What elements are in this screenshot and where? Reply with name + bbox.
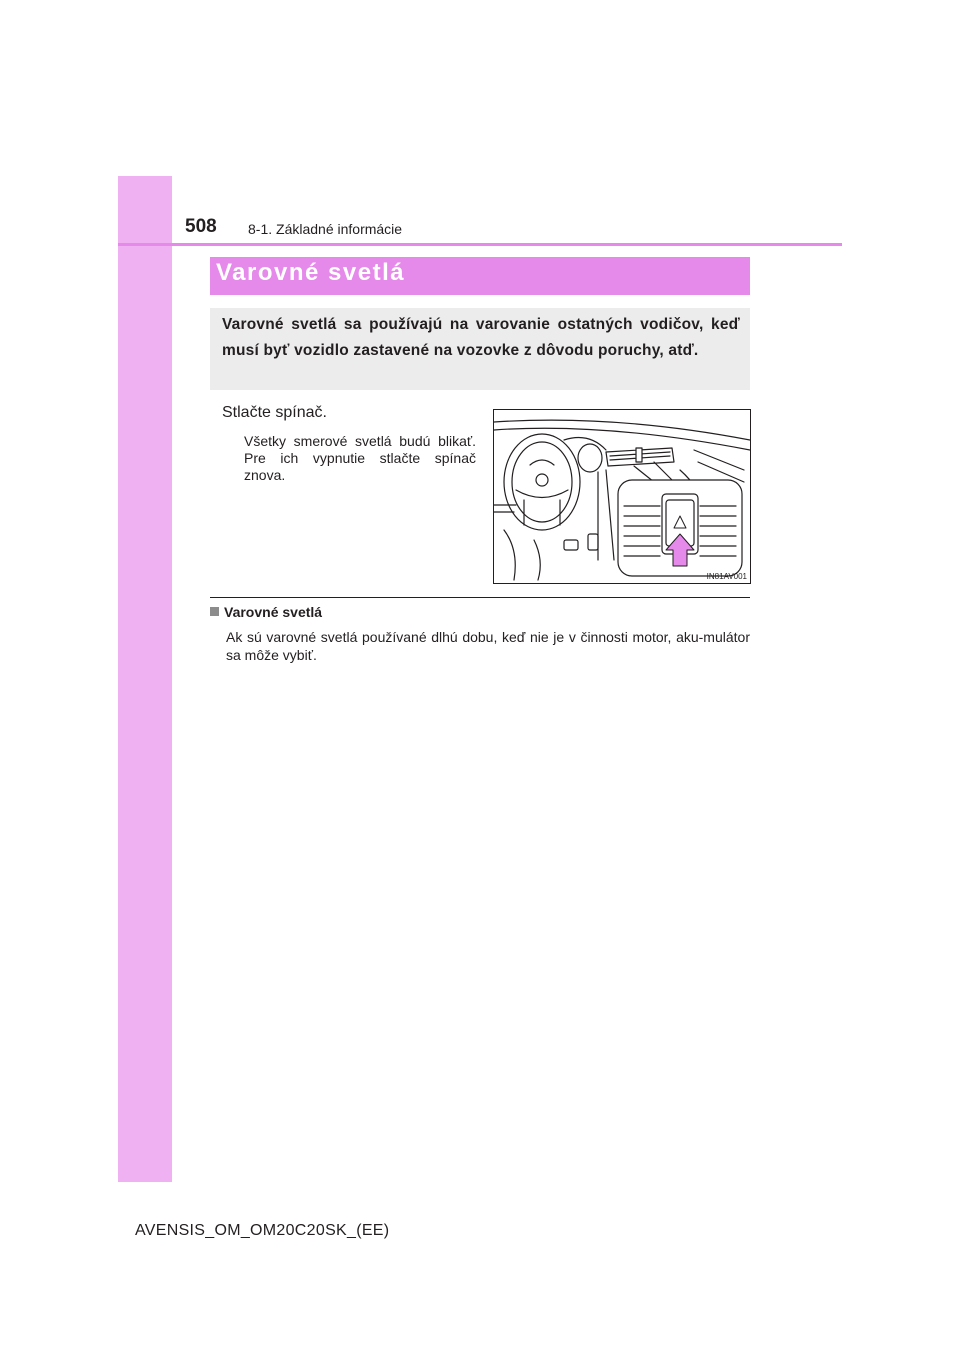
note-text: Ak sú varovné svetlá používané dlhú dobu, keď nie je v činnosti motor, aku-mulátor sa môže vybiť. xyxy=(226,629,750,663)
section-reference: 8-1. Základné informácie xyxy=(248,221,403,237)
step-description: Všetky smerové svetlá budú blikať. Pre ich vypnutie stlačte spínač znova. xyxy=(244,433,476,483)
dashboard-drawing xyxy=(494,410,750,583)
hazard-switch-illustration xyxy=(493,409,751,584)
steering-wheel-icon xyxy=(504,434,580,530)
intro-text: Varovné svetlá sa používajú na varovanie ostatných vodičov, keď musí byť vozidlo zastavené na vozovke z dôvodu poruchy, atď. xyxy=(222,316,740,359)
note-heading xyxy=(210,604,322,620)
page-number: 508 xyxy=(185,216,217,237)
illustration-code: IN81AV001 xyxy=(706,572,747,581)
step-title: Stlačte spínač. xyxy=(222,404,327,421)
square-bullet-icon xyxy=(210,607,219,616)
chapter-sidebar xyxy=(118,176,172,1182)
document-code: AVENSIS_OM_OM20C20SK_(EE) xyxy=(135,1222,390,1239)
center-vent-icon xyxy=(606,448,674,466)
note-divider xyxy=(210,597,750,598)
page-title: Varovné svetlá xyxy=(216,259,406,286)
note-heading-text: Varovné svetlá xyxy=(224,604,323,620)
header-divider xyxy=(118,243,842,246)
